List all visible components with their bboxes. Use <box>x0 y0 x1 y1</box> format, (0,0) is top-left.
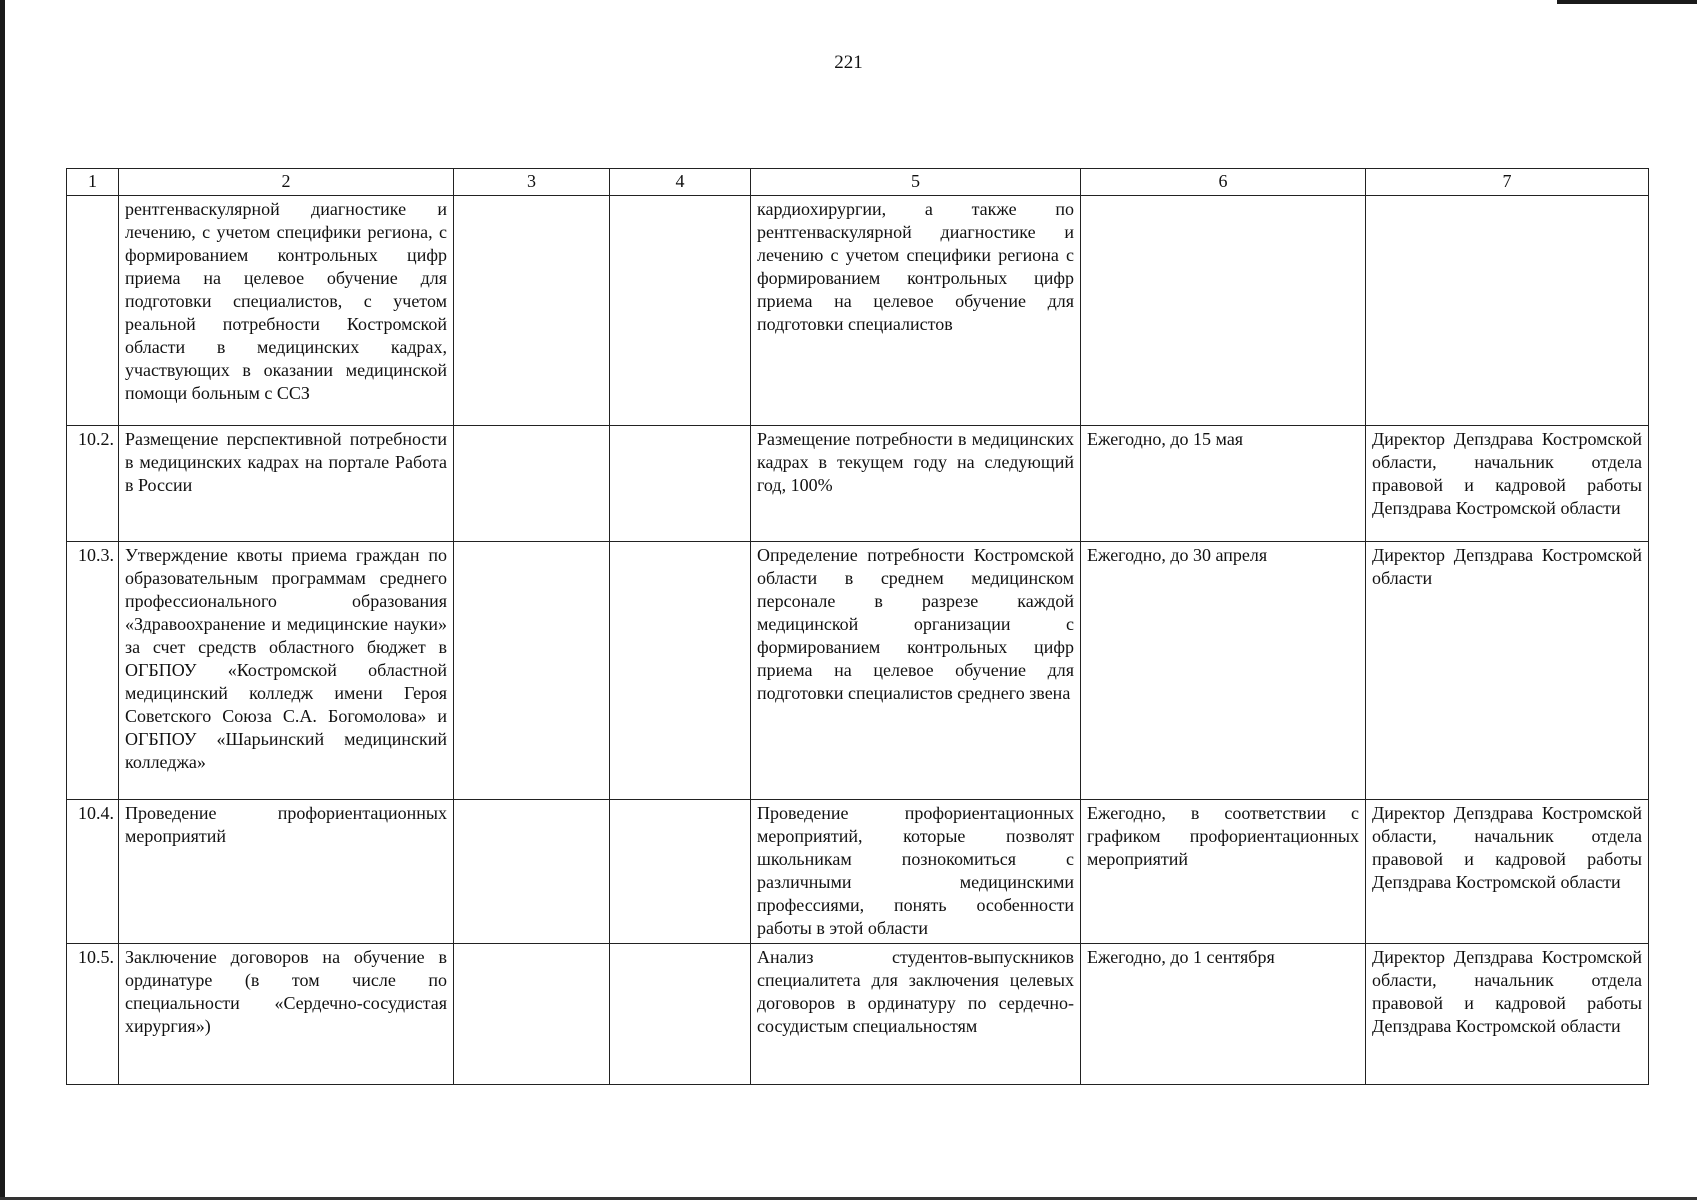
table-row <box>67 196 1649 426</box>
responsible-cell: Директор Депздрава Костромской области, начальник отдела правовой и кадровой работы Депздрава Костромской области <box>1366 944 1649 1085</box>
row-number: 10.5. <box>67 944 119 1085</box>
table-row <box>67 800 1649 944</box>
deadline-cell: Ежегодно, до 1 сентября <box>1081 944 1366 1085</box>
responsible-cell: Директор Депздрава Костромской области, начальник отдела правовой и кадровой работы Депздрава Костромской области <box>1366 426 1649 542</box>
page-number: 221 <box>834 52 863 73</box>
empty-cell <box>610 426 751 542</box>
empty-cell <box>610 196 751 426</box>
activity-cell: рентгенваскулярной диагностике и лечению, с учетом специфики региона, с формированием контрольных цифр приема на целевое обучение для подготовки специалистов, с учетом реальной потребности Костромской области в медицинских кадрах, участвующих в оказании медицинской помощи больным с ССЗ <box>119 196 454 426</box>
activity-cell: Заключение договоров на обучение в ординатуре (в том числе по специальности «Сердечно-сосудистая хирургия») <box>119 944 454 1085</box>
table-row <box>67 426 1649 542</box>
empty-cell <box>454 426 610 542</box>
column-header: 4 <box>610 169 751 196</box>
table-header-row <box>67 169 1649 196</box>
row-number <box>67 196 119 426</box>
deadline-cell <box>1081 196 1366 426</box>
activity-cell: Утверждение квоты приема граждан по образовательным программам среднего профессионального образования «Здравоохранение и медицинские науки» за счет средств областного бюджет в ОГБПОУ «Костромской областной медицинский колледж имени Героя Советского Союза С.А. Богомолова» и ОГБПОУ «Шарьинский медицинский колледжа» <box>119 542 454 800</box>
result-cell: Проведение профориентационных мероприятий, которые позволят школьникам познокомиться с различными медицинскими профессиями, понять особенности работы в этой области <box>751 800 1081 944</box>
empty-cell <box>610 944 751 1085</box>
row-number: 10.3. <box>67 542 119 800</box>
empty-cell <box>454 800 610 944</box>
result-cell: кардиохирургии, а также по рентгенваскулярной диагностике и лечению с учетом специфики региона с формированием контрольных цифр приема на целевое обучение для подготовки специалистов <box>751 196 1081 426</box>
deadline-cell: Ежегодно, до 30 апреля <box>1081 542 1366 800</box>
empty-cell <box>454 944 610 1085</box>
empty-cell <box>610 542 751 800</box>
table-row <box>67 542 1649 800</box>
column-header: 2 <box>119 169 454 196</box>
row-number: 10.4. <box>67 800 119 944</box>
column-header: 5 <box>751 169 1081 196</box>
responsible-cell: Директор Депздрава Костромской области, начальник отдела правовой и кадровой работы Депздрава Костромской области <box>1366 800 1649 944</box>
plan-table <box>66 168 1649 1085</box>
row-number: 10.2. <box>67 426 119 542</box>
empty-cell <box>610 800 751 944</box>
column-header: 7 <box>1366 169 1649 196</box>
column-header: 3 <box>454 169 610 196</box>
deadline-cell: Ежегодно, в соответствии с графиком профориентационных мероприятий <box>1081 800 1366 944</box>
empty-cell <box>454 196 610 426</box>
scan-border-top-right <box>1557 0 1697 4</box>
responsible-cell <box>1366 196 1649 426</box>
result-cell: Размещение потребности в медицинских кадрах в текущем году на следующий год, 100% <box>751 426 1081 542</box>
column-header: 6 <box>1081 169 1366 196</box>
activity-cell: Размещение перспективной потребности в медицинских кадрах на портале Работа в России <box>119 426 454 542</box>
deadline-cell: Ежегодно, до 15 мая <box>1081 426 1366 542</box>
table-row <box>67 944 1649 1085</box>
column-header: 1 <box>67 169 119 196</box>
result-cell: Определение потребности Костромской области в среднем медицинском персонале в разрезе каждой медицинской организации с формированием контрольных цифр приема на целевое обучение для подготовки специалистов среднего звена <box>751 542 1081 800</box>
scan-border-left <box>0 0 5 1200</box>
activity-cell: Проведение профориентационных мероприятий <box>119 800 454 944</box>
empty-cell <box>454 542 610 800</box>
result-cell: Анализ студентов-выпускников специалитета для заключения целевых договоров в ординатуру по сердечно-сосудистым специальностям <box>751 944 1081 1085</box>
responsible-cell: Директор Депздрава Костромской области <box>1366 542 1649 800</box>
